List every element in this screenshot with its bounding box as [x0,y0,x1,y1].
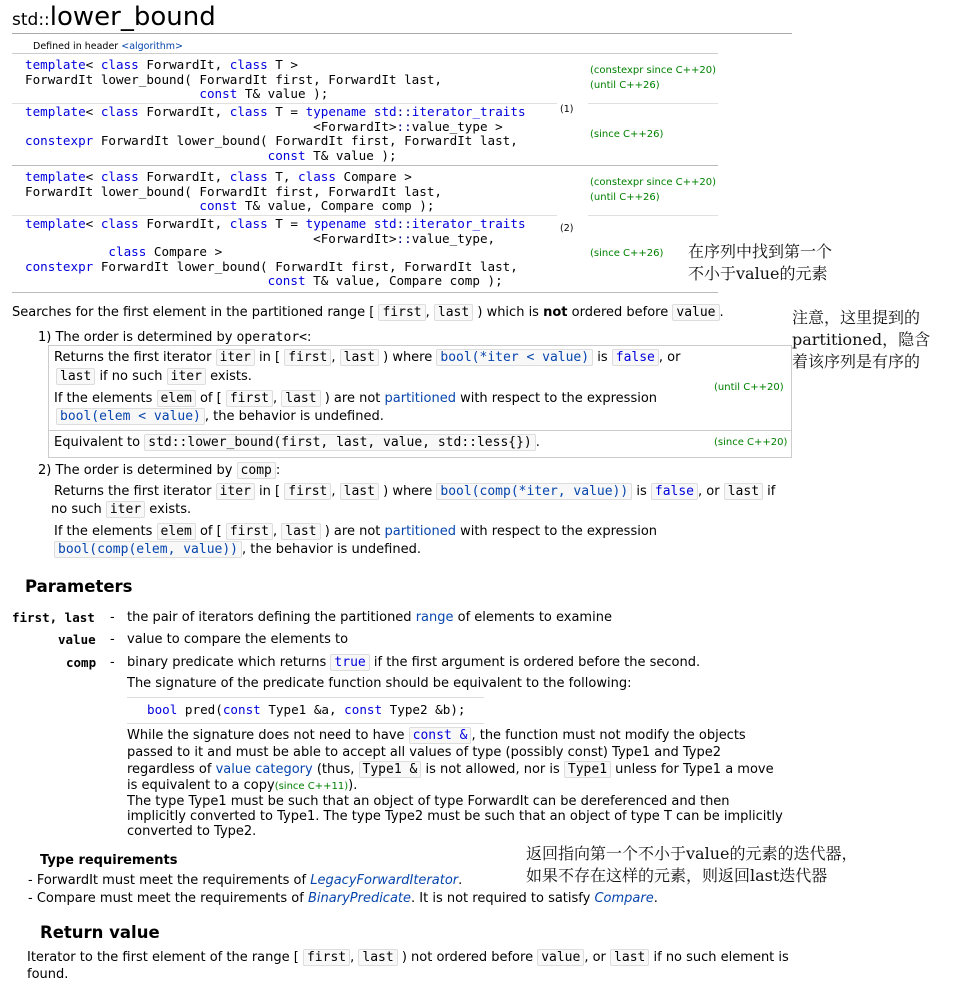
page-title: std::lower_bound [12,2,216,32]
signature-note: While the signature does not need to have const & , the function must not modify the objects [127,728,746,743]
item2-returns: Returns the first iterator iter in [ first , last ) where bool(comp(*iter, value)) is false , or last if [54,484,776,499]
type-note: implicitly converted to Type1. The type Type2 must be such that an object of type T can be implicitly [127,809,783,824]
param-dash: - [110,655,115,670]
description: Searches for the first element in the partitioned range [ first , last ) which is not ordered before value . [12,305,724,320]
item1-returns: Returns the first iterator iter in [ first , last ) where bool(*iter < value) is false , or [54,350,681,365]
divider [12,53,718,54]
version-note: (since C++26) [590,248,664,259]
title-underline [12,33,792,34]
type-requirement: - ForwardIt must meet the requirements of LegacyForwardIterator. [28,873,463,888]
compare-link[interactable]: Compare [594,891,654,906]
param-dash: - [110,610,115,625]
signature-note: passed to it and must be able to accept all values of type (possibly const) Type1 and Type2 [127,745,722,760]
value-category-link[interactable]: value category [215,762,313,777]
header-line: Defined in header <algorithm> [33,41,184,52]
annotation-note: 返回指向第一个不小于value的元素的迭代器， 如果不存在这样的元素，则返回last迭代器 [526,844,858,885]
item2-undefined: If the elements elem of [ first , last ) are not partitioned with respect to the expression [54,524,658,539]
type-note: converted to Type2. [127,824,257,839]
item1-equivalent: Equivalent to std::lower_bound(first, last, value, std::less{}) . [54,435,540,450]
legacy-forward-iterator-link[interactable]: LegacyForwardIterator [310,873,459,888]
binary-predicate-link[interactable]: BinaryPredicate [307,891,412,906]
param-name: value [58,632,96,647]
return-value-text: Iterator to the first element of the range [ first , last ) not ordered before value , or last if no such element is [27,950,789,965]
item2-heading: 2) The order is determined by comp : [38,463,281,478]
overload-2b-decl-cont: class Compare > constexpr ForwardIt lower_bound( ForwardIt first, ForwardIt last, const T& value, Compare comp ); [25,244,518,288]
divider [127,723,484,724]
divider [127,697,484,698]
overload-number: (1) [560,104,574,115]
divider [48,430,792,431]
version-note: (constexpr since C++20) [590,177,717,188]
return-value-heading: Return value [40,923,160,942]
predicate-signature: bool pred(const Type1 &a, const Type2 &b); [147,702,466,717]
overload-1b-decl: template< class ForwardIt, class T = typename std::iterator_traits <ForwardIt>::value_type > constexpr ForwardIt lower_bound( ForwardIt first, ForwardIt last, const T& value ); [25,104,526,163]
version-note: (until C++20) [714,382,784,393]
divider [588,103,718,104]
item1-undefined-cont: bool(elem < value) , the behavior is undefined. [56,409,384,424]
version-note: (since C++20) [714,437,788,448]
annotation-note: 注意，这里提到的 partitioned，隐含 着该序列是有序的 [792,308,931,371]
return-value-text-cont: found. [27,967,69,982]
overload-1a-decl: template< class ForwardIt, class T > ForwardIt lower_bound( ForwardIt first, ForwardIt last, const T& value ); [25,57,443,101]
divider [588,215,718,216]
version-note: (since C++26) [590,129,664,140]
divider [12,165,718,166]
annotation-note: 在序列中找到第一个 不小于value的元素 [688,242,833,283]
signature-note: is equivalent to a copy(since C++11)). [127,778,358,793]
signature-intro: The signature of the predicate function should be equivalent to the following: [127,676,632,691]
param-dash: - [110,632,115,647]
partitioned-link[interactable]: partitioned [384,391,456,406]
version-note: (constexpr since C++20) [590,65,717,76]
signature-note: regardless of value category (thus, Type1 & is not allowed, nor is Type1 unless for Type1 a move [127,762,774,777]
param-desc: value to compare the elements to [127,632,349,647]
overload-2b-decl: template< class ForwardIt, class T = typename std::iterator_traits <ForwardIt>::value_type, [25,216,526,246]
range-link[interactable]: range [415,610,454,625]
param-desc: binary predicate which returns true if the first argument is ordered before the second. [127,655,701,670]
item1-heading: 1) The order is determined by operator<: [38,330,312,345]
item1-returns-cont: last if no such iter exists. [56,369,252,384]
version-note: (until C++26) [590,80,660,91]
item2-undefined-cont: bool(comp(elem, value)) , the behavior is undefined. [54,542,421,557]
param-desc: the pair of iterators defining the partitioned range of elements to examine [127,610,612,625]
version-note: (until C++26) [590,192,660,203]
partitioned-link[interactable]: partitioned [384,524,456,539]
algorithm-header-link[interactable]: <algorithm> [121,41,184,52]
param-name: first, last [12,610,95,625]
overload-2a-decl: template< class ForwardIt, class T, class Compare > ForwardIt lower_bound( ForwardIt first, ForwardIt last, const T& value, Compare comp ); [25,169,443,213]
item1-undefined: If the elements elem of [ first , last ) are not partitioned with respect to the expression [54,391,658,406]
param-name: comp [66,655,97,670]
divider [12,292,718,293]
type-note: The type Type1 must be such that an object of type ForwardIt can be dereferenced and then [127,794,730,809]
parameters-heading: Parameters [25,577,133,596]
item2-returns-cont: no such iter exists. [51,502,192,517]
type-requirement: - Compare must meet the requirements of BinaryPredicate. It is not required to satisfy Compare. [28,891,658,906]
type-requirements-heading: Type requirements [40,853,178,868]
overload-number: (2) [560,223,574,234]
